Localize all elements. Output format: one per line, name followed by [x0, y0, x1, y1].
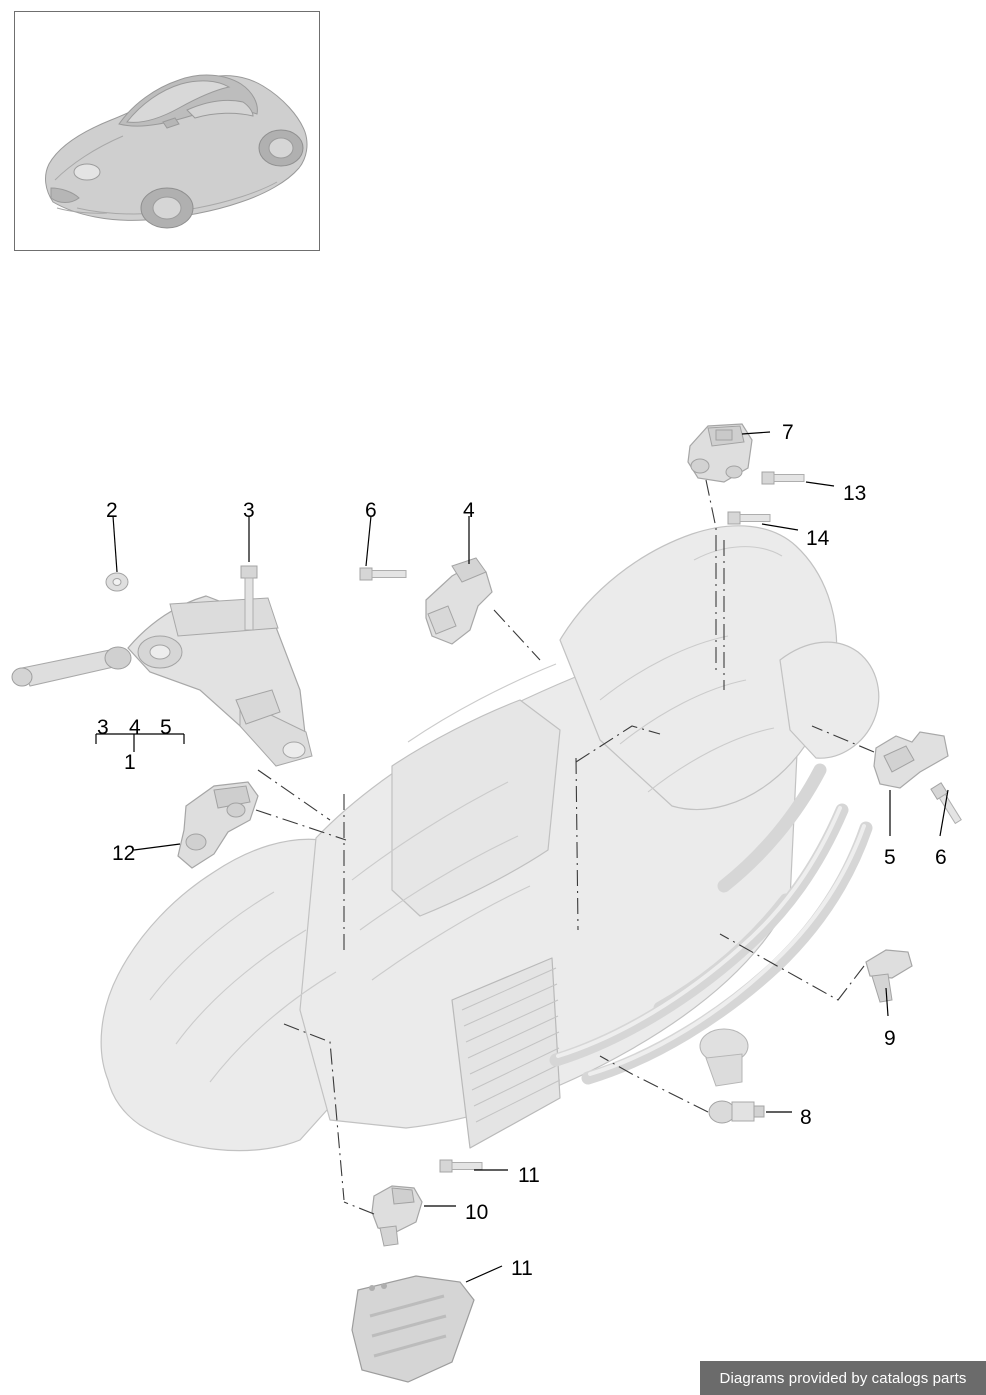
callout-11: 11	[511, 1257, 533, 1280]
callout-14-lower: 14	[806, 527, 830, 550]
callout-7: 7	[782, 421, 794, 444]
callout-10: 10	[465, 1201, 489, 1224]
part-switch-8	[709, 1101, 764, 1123]
callout-9: 9	[884, 1027, 896, 1050]
callout-8: 8	[800, 1106, 812, 1129]
callout-2: 2	[106, 499, 118, 522]
callout-6-right: 6	[935, 846, 947, 869]
hose-fitting	[700, 1029, 748, 1086]
callout-3-top: 3	[243, 499, 255, 522]
part-heat-shield-11	[352, 1276, 474, 1382]
callout-6-top: 6	[365, 499, 377, 522]
callout-3-group: 3	[97, 716, 109, 739]
callout-14-upper: 13	[843, 482, 867, 505]
callout-4-top: 4	[463, 499, 475, 522]
callout-5-right: 5	[884, 846, 896, 869]
part-selector-bracket	[360, 558, 492, 644]
part-sensor-9	[866, 950, 912, 1002]
part-bracket-right	[874, 732, 963, 825]
callout-5-group: 5	[160, 716, 172, 739]
callout-13: 12	[112, 842, 136, 865]
callout-4-group: 4	[129, 716, 141, 739]
footer-watermark: Diagrams provided by catalogs parts	[700, 1361, 986, 1395]
callout-12: 11	[518, 1164, 540, 1187]
callout-1: 1	[124, 751, 136, 774]
